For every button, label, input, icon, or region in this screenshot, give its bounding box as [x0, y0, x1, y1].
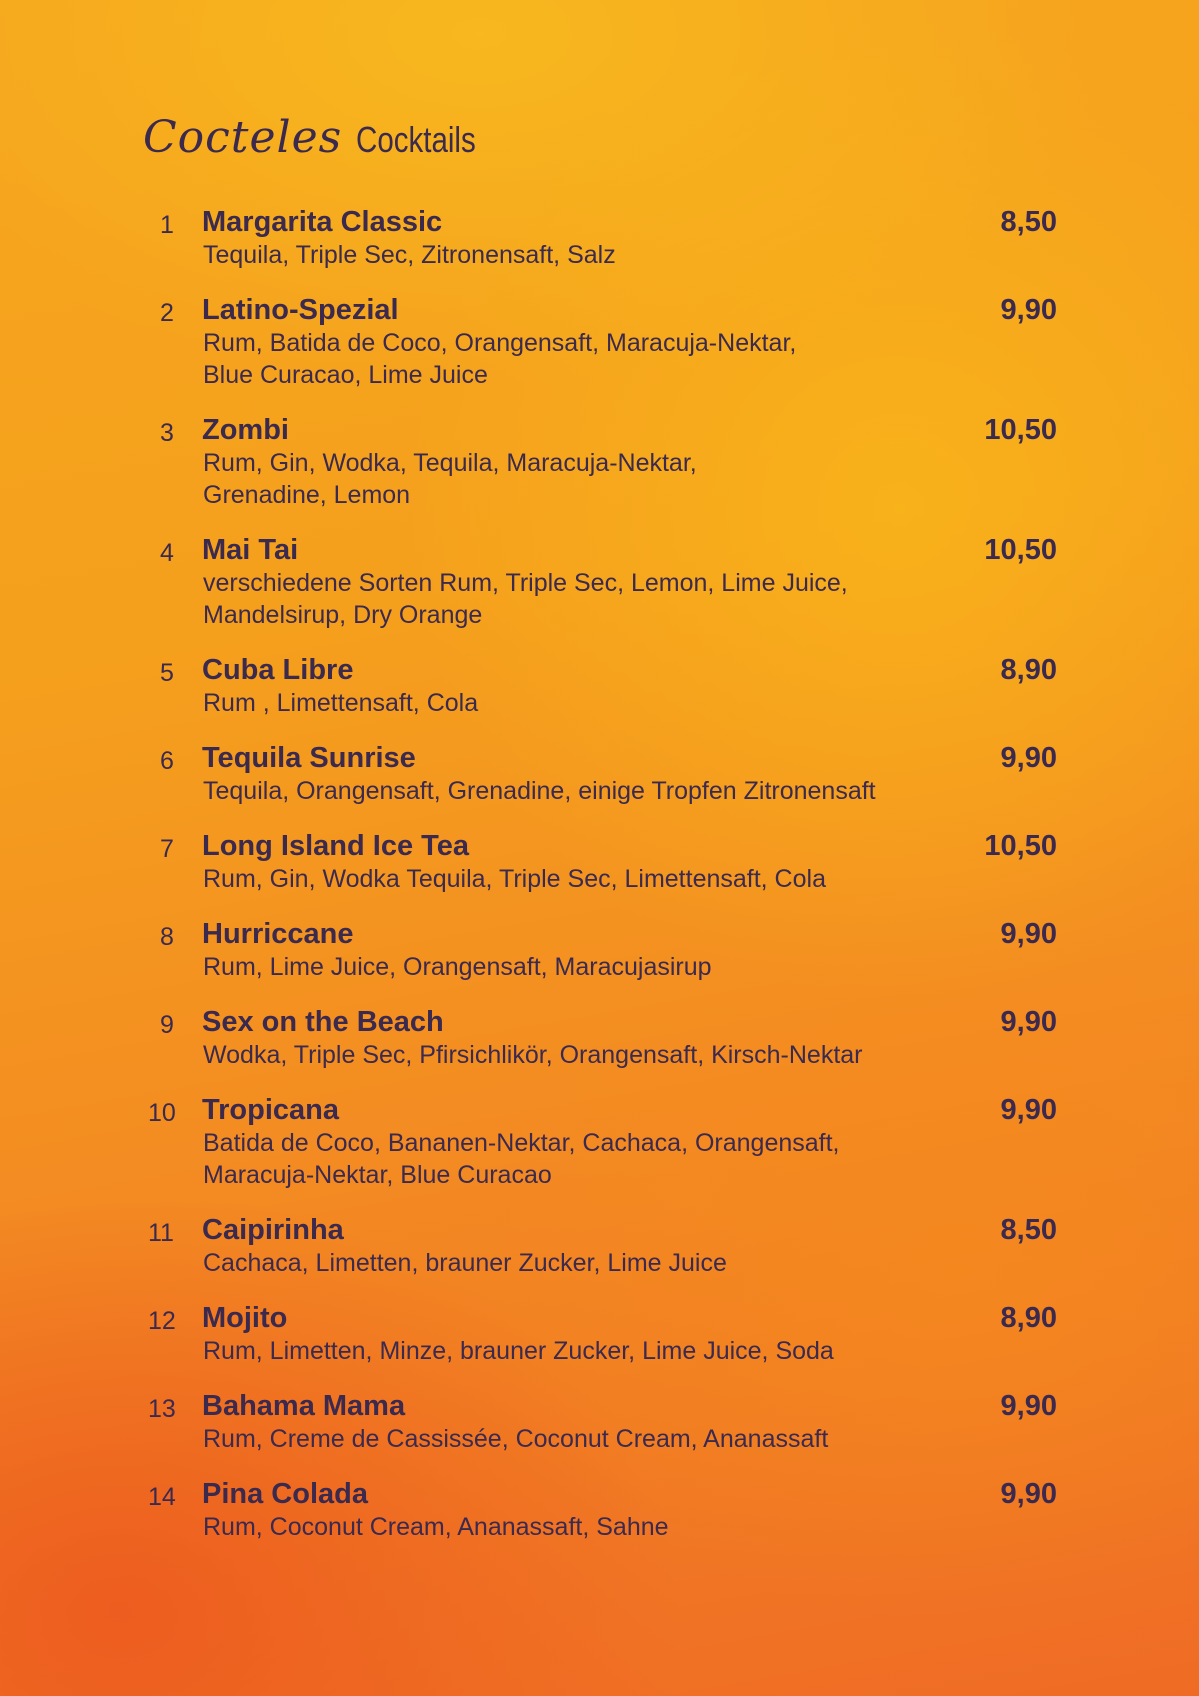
item-description: Cachaca, Limetten, brauner Zucker, Lime Juice [203, 1249, 727, 1277]
item-description-line2: Grenadine, Lemon [203, 481, 411, 509]
item-name: Pina Colada [202, 1478, 368, 1510]
menu-item [148, 1093, 1060, 1191]
item-number: 10 [148, 1099, 176, 1127]
item-description: Tequila, Orangensaft, Grenadine, einige Tropfen Zitronensaft [203, 777, 876, 805]
heading-sub: Cocktails [356, 119, 476, 160]
item-description: verschiedene Sorten Rum, Triple Sec, Lemon, Lime Juice, [203, 569, 848, 597]
item-description: Rum, Coconut Cream, Ananassaft, Sahne [203, 1513, 669, 1541]
item-name: Mojito [202, 1302, 288, 1334]
item-number: 8 [160, 923, 174, 951]
item-name: Bahama Mama [202, 1390, 406, 1422]
item-number: 9 [160, 1011, 174, 1039]
item-price: 9,90 [1000, 1006, 1057, 1038]
item-number: 12 [148, 1307, 176, 1335]
item-number: 5 [160, 659, 174, 687]
item-price: 8,50 [1000, 206, 1057, 238]
item-number: 6 [160, 747, 174, 775]
item-description: Rum, Creme de Cassissée, Coconut Cream, Ananassaft [203, 1425, 829, 1453]
item-number: 13 [148, 1395, 176, 1423]
item-price: 8,90 [1000, 654, 1057, 686]
menu-item [160, 533, 1060, 631]
item-price: 9,90 [1000, 1094, 1057, 1126]
item-number: 11 [148, 1219, 174, 1247]
menu-item [148, 1389, 1060, 1455]
menu-item [160, 1005, 1060, 1071]
item-price: 8,90 [1000, 1302, 1057, 1334]
menu-item [148, 1477, 1060, 1543]
item-name: Mai Tai [202, 534, 299, 566]
item-name: Zombi [202, 414, 289, 446]
item-price: 9,90 [1000, 1390, 1057, 1422]
item-description: Rum, Limetten, Minze, brauner Zucker, Lime Juice, Soda [203, 1337, 834, 1365]
item-description: Rum, Gin, Wodka Tequila, Triple Sec, Limettensaft, Cola [203, 865, 826, 893]
item-description-line2: Maracuja-Nektar, Blue Curacao [203, 1161, 552, 1189]
item-name: Long Island Ice Tea [202, 830, 469, 862]
menu-item [148, 1301, 1060, 1367]
item-number: 4 [160, 539, 174, 567]
item-description: Rum, Batida de Coco, Orangensaft, Maracuja-Nektar, [203, 329, 797, 357]
item-name: Caipirinha [202, 1214, 344, 1246]
item-description-line2: Blue Curacao, Lime Juice [203, 361, 488, 389]
menu-item [148, 1213, 1060, 1279]
menu-item [160, 653, 1060, 719]
item-name: Margarita Classic [202, 206, 443, 238]
item-name: Latino-Spezial [202, 294, 399, 326]
item-description-line2: Mandelsirup, Dry Orange [203, 601, 483, 629]
menu-item [160, 917, 1060, 983]
menu-item [160, 829, 1060, 895]
item-description: Rum , Limettensaft, Cola [203, 689, 479, 717]
item-price: 9,90 [1000, 918, 1057, 950]
menu-item [160, 293, 1060, 391]
item-number: 1 [160, 211, 174, 239]
cocktail-list [148, 205, 1060, 1565]
item-name: Tropicana [202, 1094, 339, 1126]
heading-script: Cocteles [143, 112, 343, 163]
item-description: Rum, Gin, Wodka, Tequila, Maracuja-Nektar, [203, 449, 697, 477]
item-price: 8,50 [1000, 1214, 1057, 1246]
menu-item [160, 741, 1060, 807]
item-description: Batida de Coco, Bananen-Nektar, Cachaca, Orangensaft, [203, 1129, 840, 1157]
item-price: 9,90 [1000, 742, 1057, 774]
item-number: 3 [160, 419, 174, 447]
item-price: 10,50 [984, 534, 1057, 566]
item-name: Tequila Sunrise [202, 742, 416, 774]
item-description: Wodka, Triple Sec, Pfirsichlikör, Orangensaft, Kirsch-Nektar [203, 1041, 863, 1069]
item-name: Hurriccane [202, 918, 354, 950]
item-number: 2 [160, 299, 174, 327]
item-description: Rum, Lime Juice, Orangensaft, Maracujasirup [203, 953, 712, 981]
item-price: 9,90 [1000, 294, 1057, 326]
item-number: 14 [148, 1483, 176, 1511]
item-number: 7 [160, 835, 174, 863]
item-price: 9,90 [1000, 1478, 1057, 1510]
menu-heading [143, 112, 502, 182]
item-price: 10,50 [984, 830, 1057, 862]
menu-item [160, 205, 1060, 271]
item-name: Sex on the Beach [202, 1006, 444, 1038]
item-name: Cuba Libre [202, 654, 354, 686]
menu-item [160, 413, 1060, 511]
item-price: 10,50 [984, 414, 1057, 446]
item-description: Tequila, Triple Sec, Zitronensaft, Salz [203, 241, 616, 269]
